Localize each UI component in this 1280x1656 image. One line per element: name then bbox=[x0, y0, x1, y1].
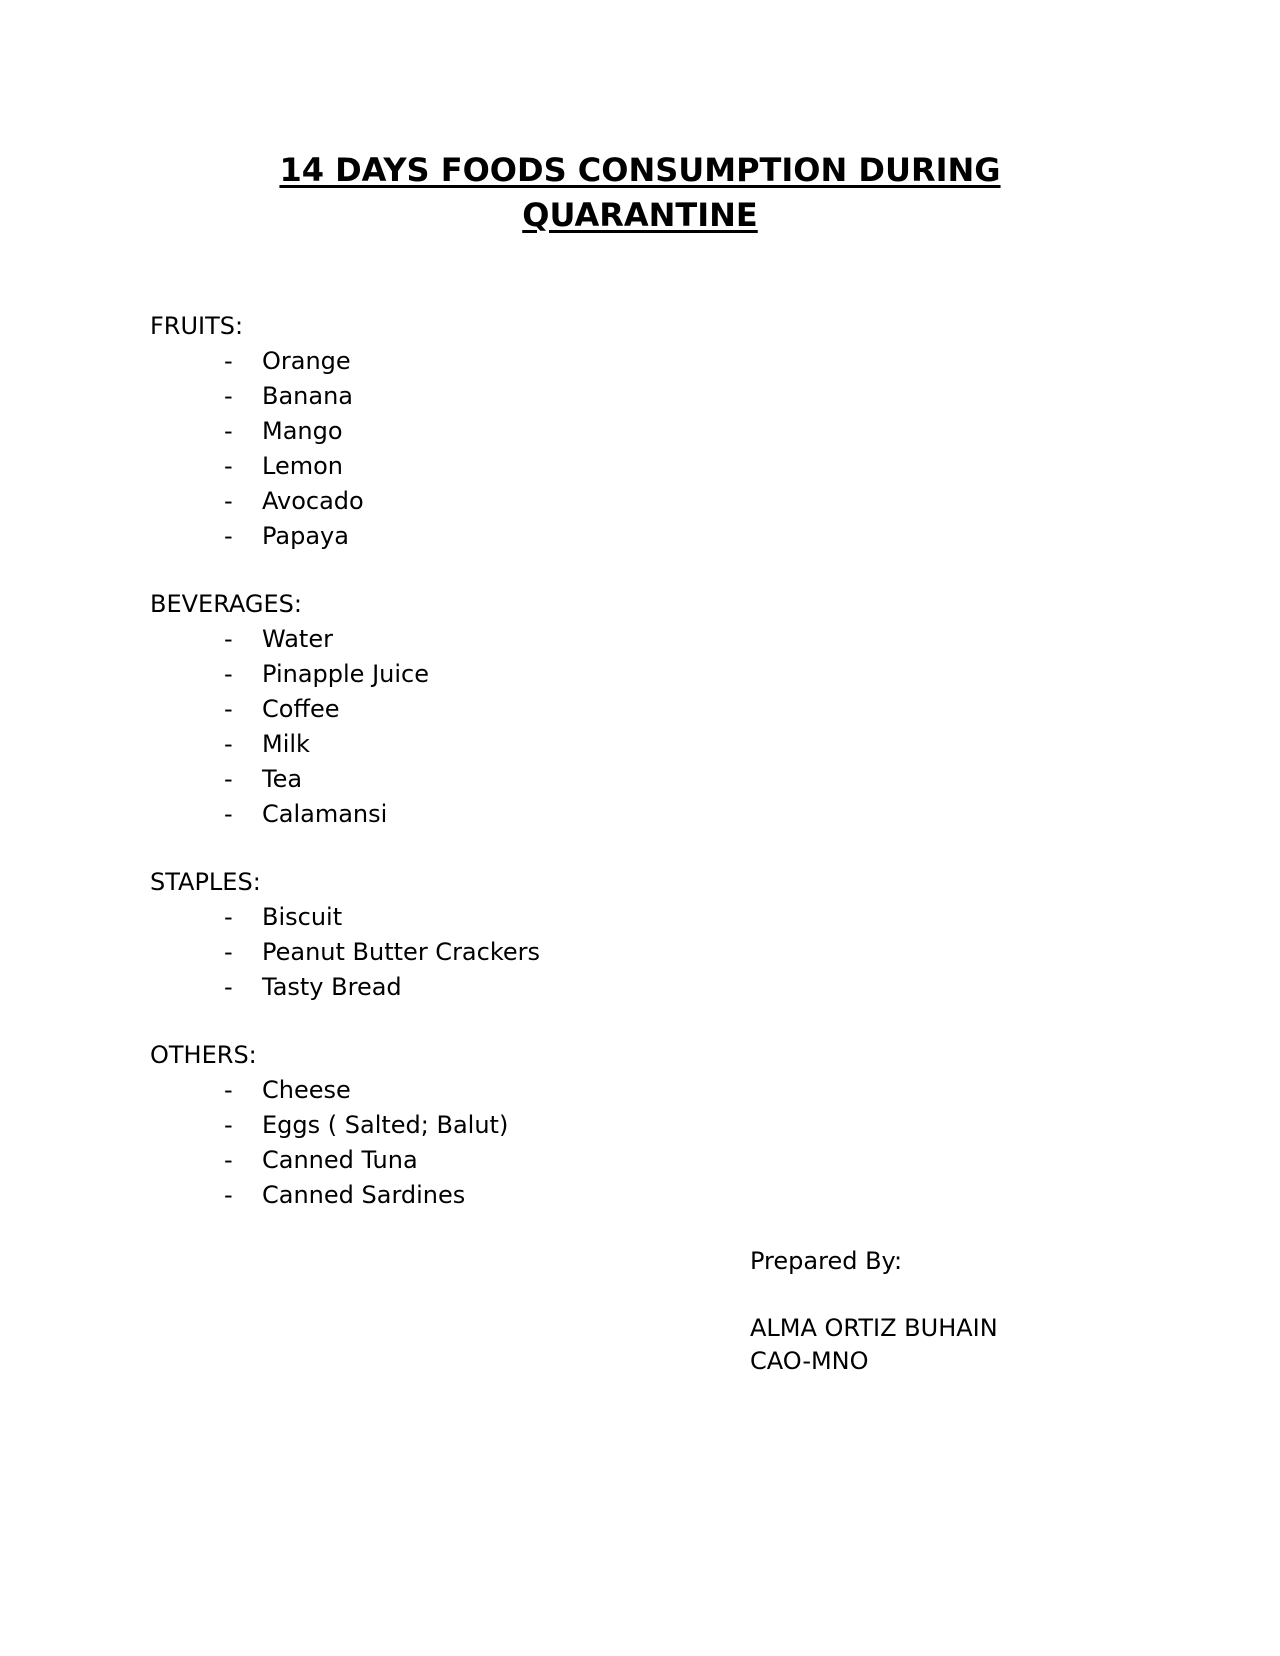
list-item-label: Papaya bbox=[262, 522, 349, 550]
prepared-by-label: Prepared By: bbox=[750, 1247, 903, 1275]
preparer-office: CAO-MNO bbox=[750, 1347, 869, 1375]
list-item-label: Canned Tuna bbox=[262, 1146, 418, 1174]
list-item bbox=[150, 692, 850, 727]
list-item bbox=[150, 657, 850, 692]
list-item-label: Avocado bbox=[262, 487, 364, 515]
list-item bbox=[150, 379, 850, 414]
section-staples bbox=[150, 865, 850, 1005]
list-item bbox=[150, 484, 850, 519]
dash-bullet: - bbox=[224, 1076, 233, 1104]
list-item bbox=[150, 1178, 850, 1213]
section-heading: BEVERAGES: bbox=[150, 590, 302, 618]
section-heading: STAPLES: bbox=[150, 868, 261, 896]
section-others bbox=[150, 1038, 850, 1213]
dash-bullet: - bbox=[224, 417, 233, 445]
list-item bbox=[150, 1143, 850, 1178]
item-list bbox=[150, 900, 850, 1005]
list-item-label: Orange bbox=[262, 347, 351, 375]
dash-bullet: - bbox=[224, 765, 233, 793]
section-heading: FRUITS: bbox=[150, 312, 244, 340]
list-item bbox=[150, 1108, 850, 1143]
list-item-label: Water bbox=[262, 625, 333, 653]
list-item bbox=[150, 900, 850, 935]
list-item bbox=[150, 797, 850, 832]
dash-bullet: - bbox=[224, 452, 233, 480]
list-item-label: Canned Sardines bbox=[262, 1181, 466, 1209]
section-fruits bbox=[150, 309, 850, 554]
dash-bullet: - bbox=[224, 730, 233, 758]
list-item-label: Banana bbox=[262, 382, 354, 410]
list-item bbox=[150, 1073, 850, 1108]
list-item-label: Mango bbox=[262, 417, 343, 445]
list-item-label: Biscuit bbox=[262, 903, 343, 931]
section-heading: OTHERS: bbox=[150, 1041, 257, 1069]
section-beverages bbox=[150, 587, 850, 832]
list-item-label: Cheese bbox=[262, 1076, 351, 1104]
dash-bullet: - bbox=[224, 938, 233, 966]
dash-bullet: - bbox=[224, 1181, 233, 1209]
list-item-label: Coffee bbox=[262, 695, 340, 723]
document-title-line-1: 14 DAYS FOODS CONSUMPTION DURING bbox=[279, 151, 1001, 189]
document-title-line-2: QUARANTINE bbox=[522, 196, 758, 234]
dash-bullet: - bbox=[224, 903, 233, 931]
list-item bbox=[150, 449, 850, 484]
list-item-label: Calamansi bbox=[262, 800, 388, 828]
dash-bullet: - bbox=[224, 347, 233, 375]
list-item-label: Pinapple Juice bbox=[262, 660, 429, 688]
item-list bbox=[150, 622, 850, 832]
preparer-name: ALMA ORTIZ BUHAIN bbox=[750, 1314, 998, 1342]
list-item-label: Tea bbox=[262, 765, 303, 793]
list-item bbox=[150, 727, 850, 762]
list-item-label: Milk bbox=[262, 730, 310, 758]
list-item-label: Eggs ( Salted; Balut) bbox=[262, 1111, 509, 1139]
dash-bullet: - bbox=[224, 522, 233, 550]
dash-bullet: - bbox=[224, 625, 233, 653]
list-item-label: Tasty Bread bbox=[262, 973, 402, 1001]
list-item-label: Peanut Butter Crackers bbox=[262, 938, 541, 966]
list-item bbox=[150, 762, 850, 797]
item-list bbox=[150, 1073, 850, 1213]
list-item bbox=[150, 414, 850, 449]
dash-bullet: - bbox=[224, 487, 233, 515]
list-item-label: Lemon bbox=[262, 452, 343, 480]
dash-bullet: - bbox=[224, 660, 233, 688]
document-title bbox=[140, 148, 1140, 238]
dash-bullet: - bbox=[224, 1111, 233, 1139]
list-item bbox=[150, 519, 850, 554]
list-item bbox=[150, 344, 850, 379]
list-item bbox=[150, 970, 850, 1005]
dash-bullet: - bbox=[224, 695, 233, 723]
dash-bullet: - bbox=[224, 382, 233, 410]
list-item bbox=[150, 622, 850, 657]
item-list bbox=[150, 344, 850, 554]
dash-bullet: - bbox=[224, 973, 233, 1001]
dash-bullet: - bbox=[224, 1146, 233, 1174]
dash-bullet: - bbox=[224, 800, 233, 828]
list-item bbox=[150, 935, 850, 970]
